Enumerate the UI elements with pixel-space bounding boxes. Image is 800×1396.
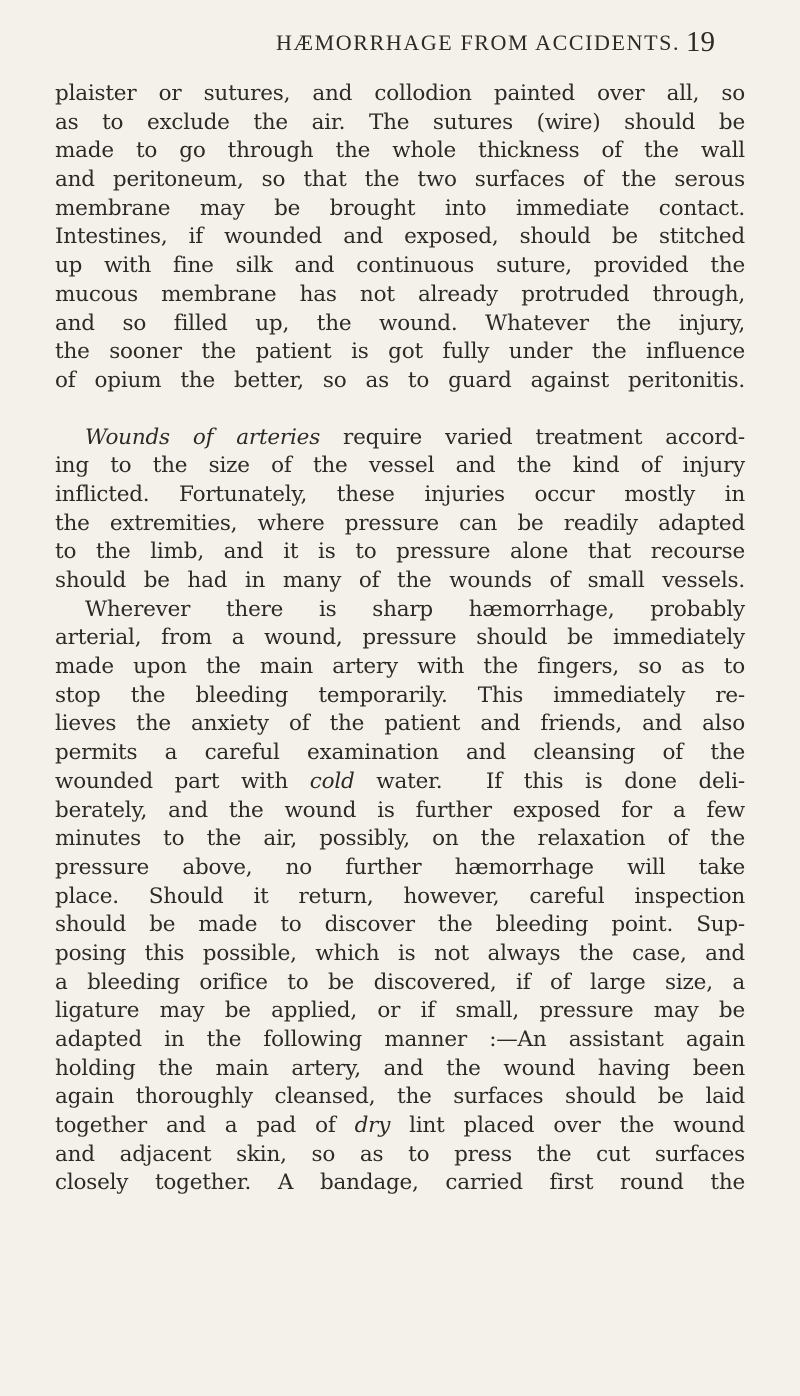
- text-line: and so filled up, the wound. Whatever the injury,: [55, 310, 745, 336]
- italic-word: dry: [354, 1113, 391, 1139]
- text-line: ing to the size of the vessel and the kind of injury: [55, 453, 745, 479]
- running-head: HÆMORRHAGE FROM ACCIDENTS.: [276, 30, 681, 55]
- text-line: stop the bleeding temporarily. This immediately re-: [55, 682, 745, 708]
- page-body: [55, 80, 745, 1198]
- text-line: membrane may be brought into immediate contact.: [55, 195, 745, 221]
- text-line: minutes to the air, possibly, on the relaxation of the: [55, 826, 745, 852]
- italic-heading: Wounds of arteries: [85, 424, 321, 450]
- text-line: Wherever there is sharp hæmorrhage, probably: [85, 596, 745, 622]
- text-run: together and a pad of: [55, 1113, 355, 1139]
- text-line: should be made to discover the bleeding point. Sup-: [55, 912, 745, 938]
- text-line: plaister or sutures, and collodion painted over all, so: [55, 81, 745, 106]
- text-line: again thoroughly cleansed, the surfaces should be laid: [55, 1084, 745, 1110]
- text-line: up with fine silk and continuous suture, provided the: [55, 253, 745, 279]
- text-line: [55, 424, 745, 453]
- text-line: and peritoneum, so that the two surfaces of the serous: [55, 167, 745, 193]
- text-line: and adjacent skin, so as to press the cut surfaces: [55, 1141, 745, 1167]
- text-line: of opium the better, so as to guard against peritonitis.: [55, 367, 745, 393]
- text-line: inflicted. Fortunately, these injuries occur mostly in: [55, 481, 745, 507]
- text-line: berately, and the wound is further exposed for a few: [55, 797, 745, 823]
- text-line: the sooner the patient is got fully under the influence: [55, 339, 745, 365]
- paragraph-2: [55, 424, 745, 1199]
- page-number: 19: [686, 26, 715, 58]
- italic-word: cold: [309, 768, 355, 794]
- text-line: holding the main artery, and the wound having been: [55, 1055, 745, 1081]
- text-line: mucous membrane has not already protruded through,: [55, 281, 745, 307]
- text-line: should be had in many of the wounds of small vessels.: [55, 568, 745, 593]
- text-run: If this is done deli-: [485, 768, 745, 794]
- text-line: place. Should it return, however, careful inspection: [55, 883, 745, 909]
- paragraph-1: [55, 80, 745, 396]
- text-line: posing this possible, which is not always the case, and: [55, 940, 745, 966]
- text-line: lieves the anxiety of the patient and friends, and also: [55, 711, 745, 737]
- text-line: Intestines, if wounded and exposed, should be stitched: [55, 224, 745, 250]
- text-line: permits a careful examination and cleansing of the: [55, 740, 745, 766]
- text-line: the extremities, where pressure can be readily adapted: [55, 510, 745, 536]
- text-line: [55, 768, 745, 797]
- text-run: lint placed over the wound: [390, 1113, 745, 1139]
- text-line: [55, 1112, 745, 1141]
- text-line: made upon the main artery with the fingers, so as to: [55, 654, 745, 680]
- text-run: water.: [354, 768, 443, 794]
- text-line: adapted in the following manner :—An assistant again: [55, 1027, 745, 1052]
- page-header: [0, 26, 800, 60]
- text-line: made to go through the whole thickness of the wall: [55, 138, 745, 164]
- text-line: to the limb, and it is to pressure alone that recourse: [55, 539, 745, 565]
- text-line: closely together. A bandage, carried first round the: [55, 1170, 745, 1196]
- text-line: a bleeding orifice to be discovered, if of large size, a: [55, 969, 745, 995]
- paragraph-spacer: [55, 396, 745, 424]
- text-line: arterial, from a wound, pressure should be immediately: [55, 625, 745, 651]
- text-run: require varied treatment accord-: [320, 424, 745, 450]
- text-run: wounded part with: [55, 768, 310, 794]
- text-line: pressure above, no further hæmorrhage will take: [55, 854, 745, 880]
- text-line: as to exclude the air. The sutures (wire) should be: [55, 109, 745, 135]
- text-line: ligature may be applied, or if small, pressure may be: [55, 998, 745, 1024]
